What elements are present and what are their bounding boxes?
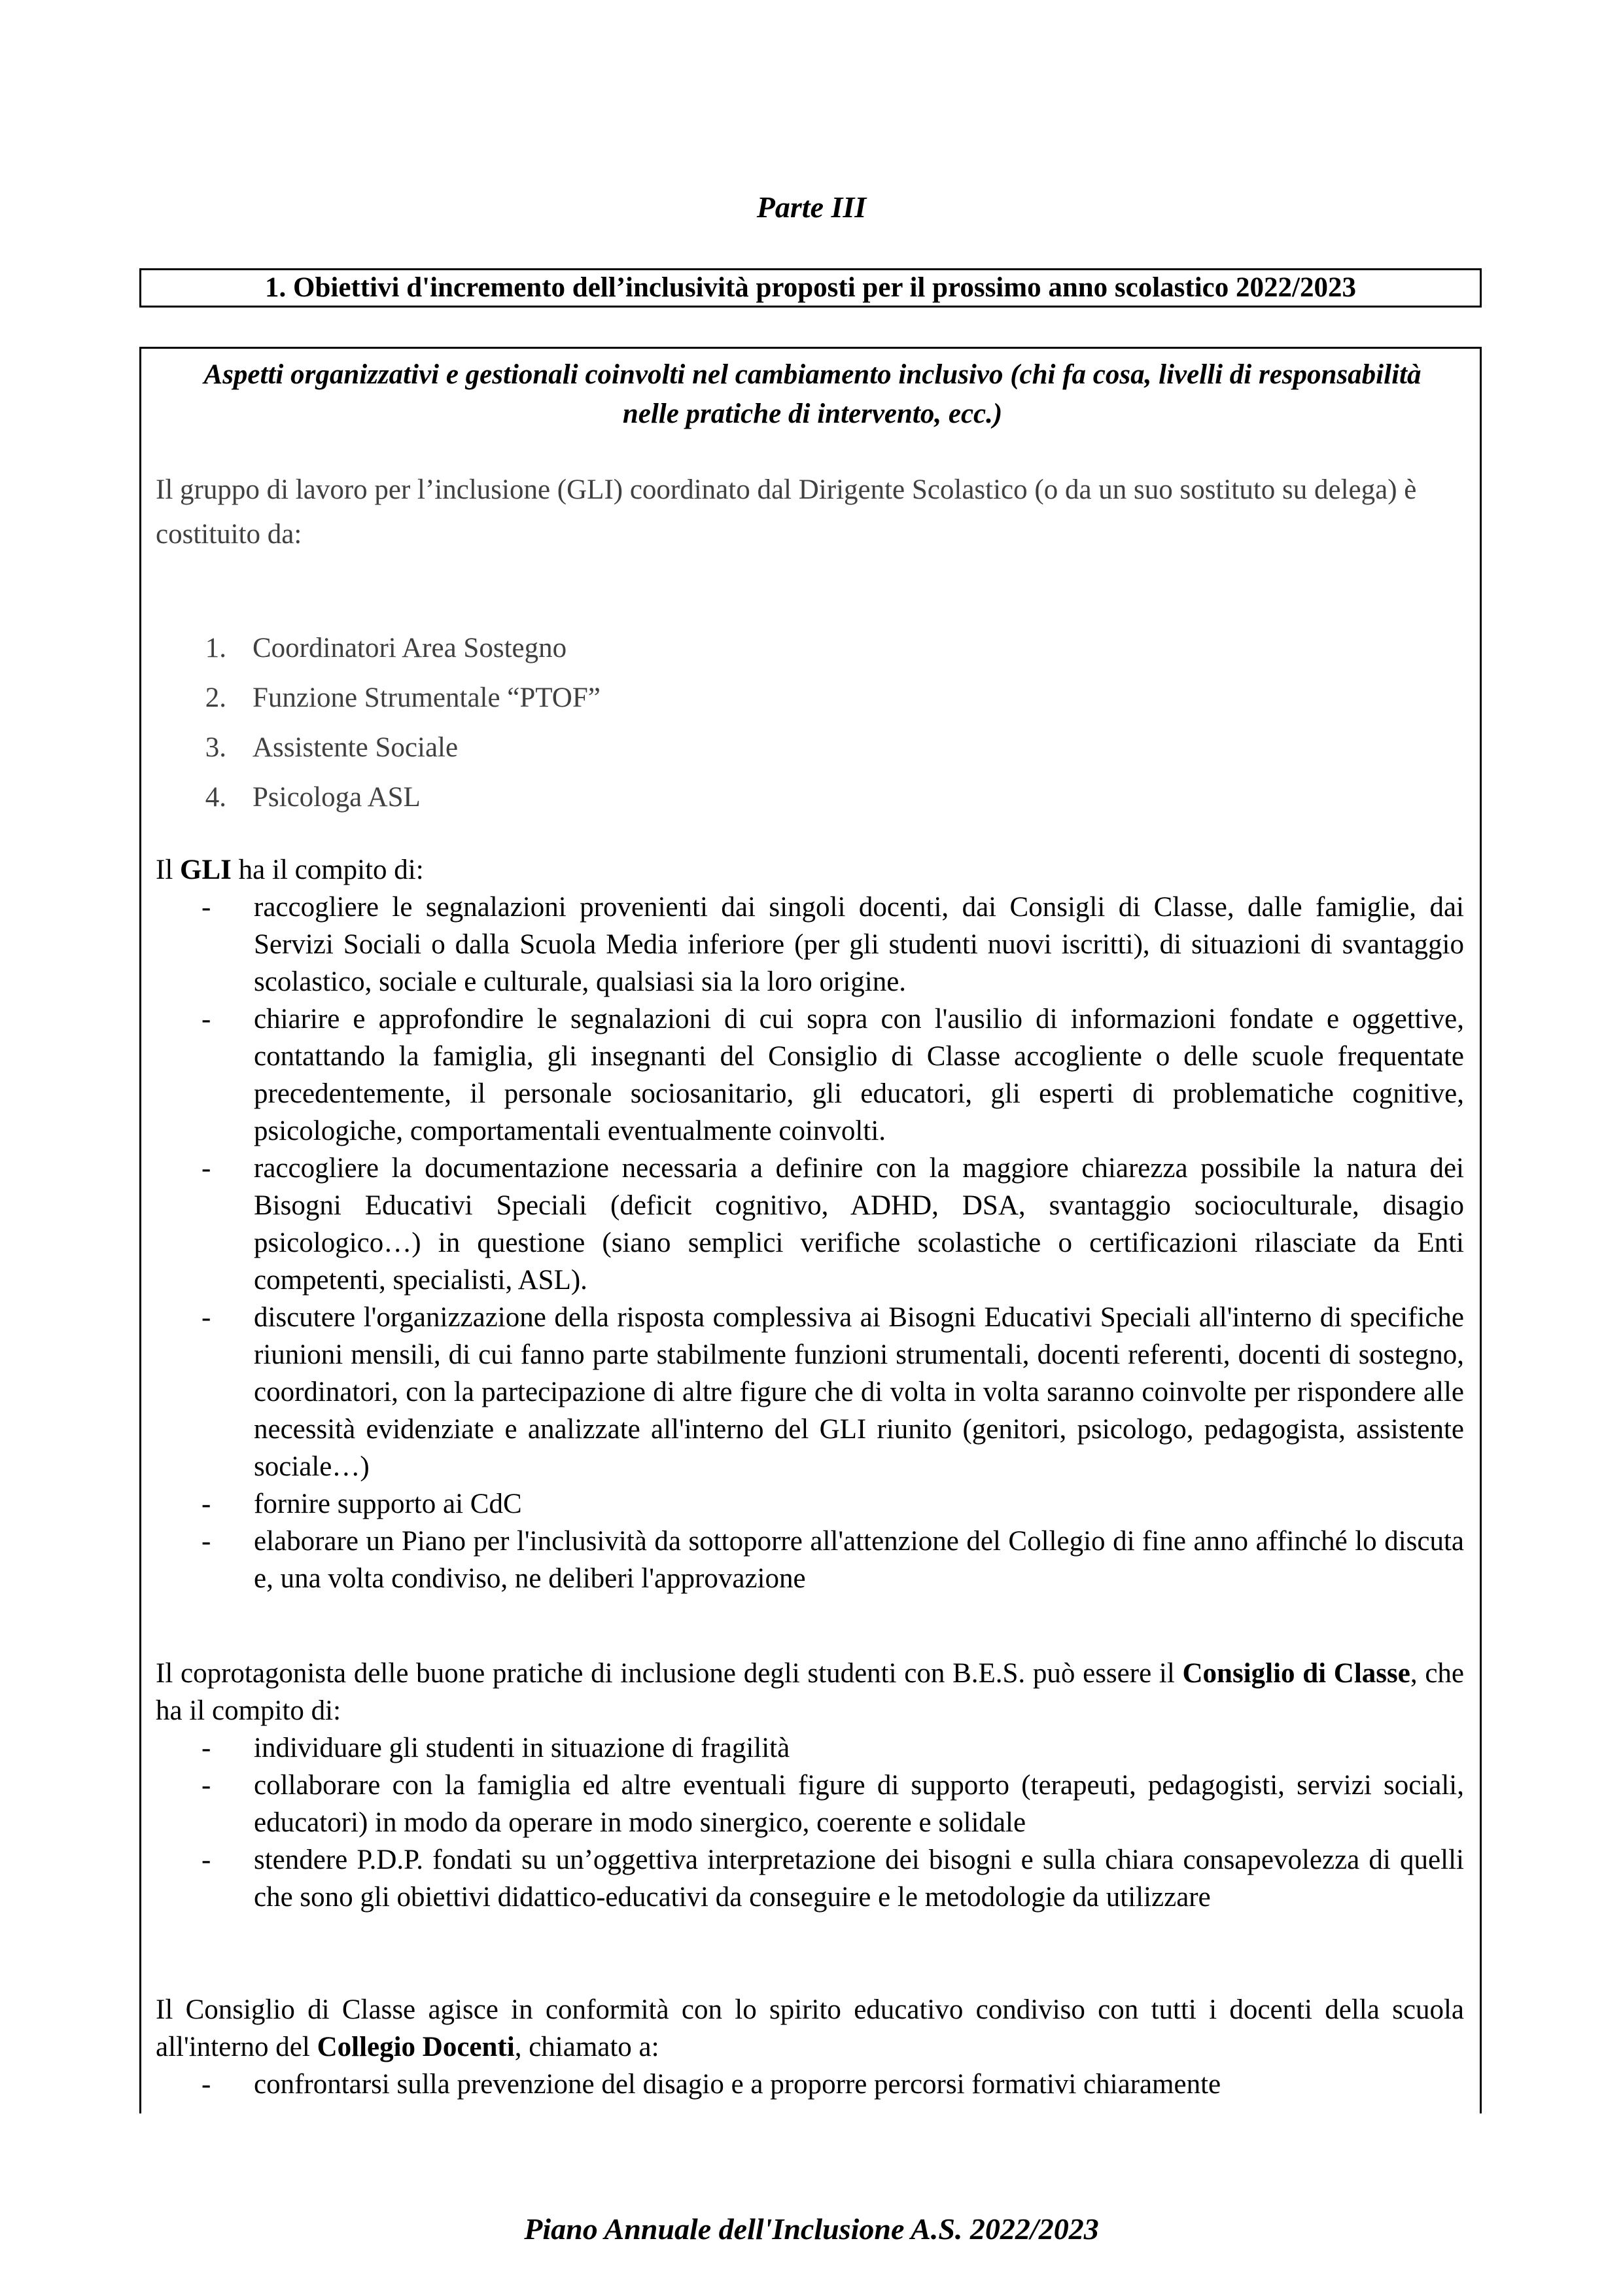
gli-term: GLI	[180, 855, 232, 885]
list-item: - fornire supporto ai CdC	[201, 1489, 522, 1519]
gli-intro-paragraph: Il gruppo di lavoro per l’inclusione (GLI) coordinato dal Dirigente Scolastico (o da un suo sostituto su delega) è costituito da:	[156, 474, 1417, 550]
list-item: - collaborare con la famiglia ed altre eventuali figure di supporto (terapeuti, pedagogisti, servizi sociali, educatori) in modo da operare in modo sinergico, coerente e solidale	[201, 1770, 1464, 1838]
list-text: Psicologa ASL	[253, 782, 421, 813]
list-item: - individuare gli studenti in situazione di fragilità	[201, 1733, 790, 1763]
list-number: 4.	[205, 782, 226, 813]
gli-lead: Il GLI ha il compito di:	[156, 855, 424, 885]
list-item: - raccogliere le segnalazioni provenienti dai singoli docenti, dai Consigli di Classe, dalle famiglie, dai Servizi Sociali o dalla Scuola Media inferiore (per gli studenti nuovi iscritti), di situazioni di svantaggio scolastico, sociale e culturale, qualsiasi sia la loro origine.	[201, 892, 1464, 997]
list-item: - confrontarsi sulla prevenzione del disagio e a proporre percorsi formativi chiaramente	[201, 2069, 1221, 2100]
list-number: 3.	[205, 732, 226, 763]
list-number: 2.	[205, 682, 226, 713]
list-item: - stendere P.D.P. fondati su un’oggettiva interpretazione dei bisogni e sulla chiara consapevolezza di quelli che sono gli obiettivi didattico-educativi da conseguire e le metodologie da utilizzare	[201, 1845, 1464, 1913]
part-title: Parte III	[756, 190, 867, 224]
list-item: - raccogliere la documentazione necessaria a definire con la maggiore chiarezza possibile la natura dei Bisogni Educativi Speciali (deficit cognitivo, ADHD, DSA, svantaggio socioculturale, disagio psicologico…) in questione (siano semplici verifiche scolastiche o certificazioni rilasciate da Enti competenti, specialisti, ASL).	[201, 1153, 1464, 1296]
box-subtitle: Aspetti organizzativi e gestionali coinvolti nel cambiamento inclusivo (chi fa cosa, livelli di responsabilità nelle pratiche di intervento, ecc.)	[203, 359, 1422, 429]
page-footer: Piano Annuale dell'Inclusione A.S. 2022/2023	[524, 2212, 1099, 2246]
list-text: Assistente Sociale	[253, 732, 459, 763]
collegio-lead: Il Consiglio di Classe agisce in conformità con lo spirito educativo condiviso con tutti i docenti della scuola all'interno del Collegio Docenti, chiamato a:	[156, 1994, 1464, 2062]
list-item: - discutere l'organizzazione della risposta complessiva ai Bisogni Educativi Speciali all'interno di specifiche riunioni mensili, di cui fanno parte stabilmente funzioni strumentali, docenti referenti, docenti di sostegno, coordinatori, con la partecipazione di altre figure che di volta in volta saranno coinvolte per rispondere alle necessità evidenziate e analizzate all'interno del GLI riunito (genitori, psicologo, pedagogista, assistente sociale…)	[201, 1302, 1464, 1482]
collegio-tasks-list	[156, 2066, 1464, 2103]
cdc-term: Consiglio di Classe	[1182, 1658, 1410, 1689]
cdc-tasks-list	[156, 1729, 1464, 1916]
list-text: Coordinatori Area Sostegno	[253, 633, 567, 663]
content-box	[139, 347, 1482, 2113]
gli-tasks-list	[156, 889, 1464, 1597]
section-heading: 1. Obiettivi d'incremento dell’inclusività proposti per il prossimo anno scolastico 2022/2023	[139, 268, 1482, 308]
collegio-term: Collegio Docenti	[317, 2032, 515, 2062]
list-text: Funzione Strumentale “PTOF”	[253, 682, 601, 713]
gli-tasks-section	[156, 851, 1464, 1597]
list-number: 1.	[205, 633, 226, 663]
collegio-section	[156, 1991, 1464, 2103]
cdc-tasks-section	[156, 1655, 1464, 1916]
list-item: - chiarire e approfondire le segnalazioni di cui sopra con l'ausilio di informazioni fondate e oggettive, contattando la famiglia, gli insegnanti del Consiglio di Classe accogliente o delle scuole frequentate precedentemente, il personale sociosanitario, gli educatori, gli esperti di problematiche cognitive, psicologiche, comportamentali eventualmente coinvolti.	[201, 1004, 1464, 1146]
cdc-lead: Il coprotagonista delle buone pratiche di inclusione degli studenti con B.E.S. può essere il Consiglio di Classe, che ha il compito di:	[156, 1658, 1465, 1726]
list-item: - elaborare un Piano per l'inclusività da sottoporre all'attenzione del Collegio di fine anno affinché lo discuta e, una volta condiviso, ne deliberi l'approvazione	[201, 1526, 1464, 1594]
